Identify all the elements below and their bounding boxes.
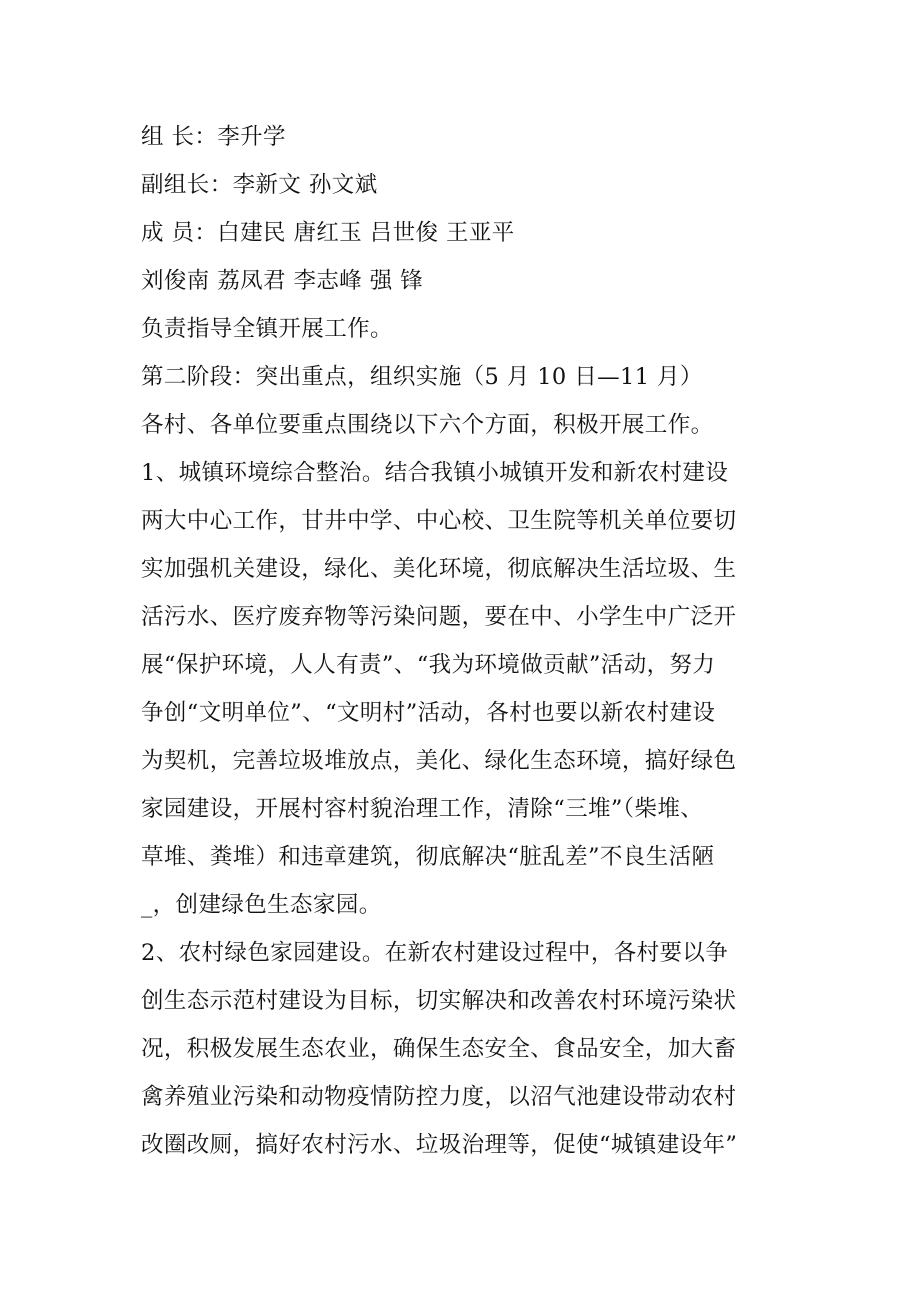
text-line: 2、农村绿色家园建设。在新农村建设过程中，各村要以争: [141, 940, 729, 966]
text-line: 1、城镇环境综合整治。结合我镇小城镇开发和新农村建设: [141, 460, 729, 486]
text-line: _，创建绿色生态家园。: [141, 892, 382, 918]
text-line: 改圈改厕，搞好农村污水、垃圾治理等，促使“城镇建设年”: [141, 1132, 738, 1158]
text-line: 组 长：李升学: [141, 124, 286, 150]
text-line: 草堆、粪堆）和违章建筑，彻底解决“脏乱差”不良生活陋: [141, 844, 715, 870]
text-line: 实加强机关建设，绿化、美化环境，彻底解决生活垃圾、生: [141, 556, 737, 582]
text-line: 为契机，完善垃圾堆放点，美化、绿化生态环境，搞好绿色: [141, 748, 737, 774]
text-line: 成 员：白建民 唐红玉 吕世俊 王亚平: [141, 220, 515, 246]
text-line: 禽养殖业污染和动物疫情防控力度，以沼气池建设带动农村: [141, 1084, 737, 1110]
text-line: 副组长：李新文 孙文斌: [141, 172, 378, 198]
text-line: 各村、各单位要重点围绕以下六个方面，积极开展工作。: [141, 412, 714, 438]
text-line: 活污水、医疗废弃物等污染问题，要在中、小学生中广泛开: [141, 604, 737, 630]
text-line: 第二阶段：突出重点，组织实施（5 月 10 日—11 月）: [141, 364, 703, 390]
text-line: 负责指导全镇开展工作。: [141, 316, 393, 342]
text-line: 刘俊南 荔凤君 李志峰 强 锋: [141, 268, 424, 294]
text-line: 两大中心工作，甘井中学、中心校、卫生院等机关单位要切: [141, 508, 737, 534]
text-line: 创生态示范村建设为目标，切实解决和改善农村环境污染状: [141, 988, 737, 1014]
text-line: 况，积极发展生态农业，确保生态安全、食品安全，加大畜: [141, 1036, 737, 1062]
text-line: 争创“文明单位”、“文明村”活动，各村也要以新农村建设: [141, 700, 716, 726]
text-line: 家园建设，开展村容村貌治理工作，清除“三堆”（柴堆、: [141, 796, 704, 822]
text-line: 展“保护环境，人人有责”、“我为环境做贡献”活动，努力: [141, 652, 716, 678]
